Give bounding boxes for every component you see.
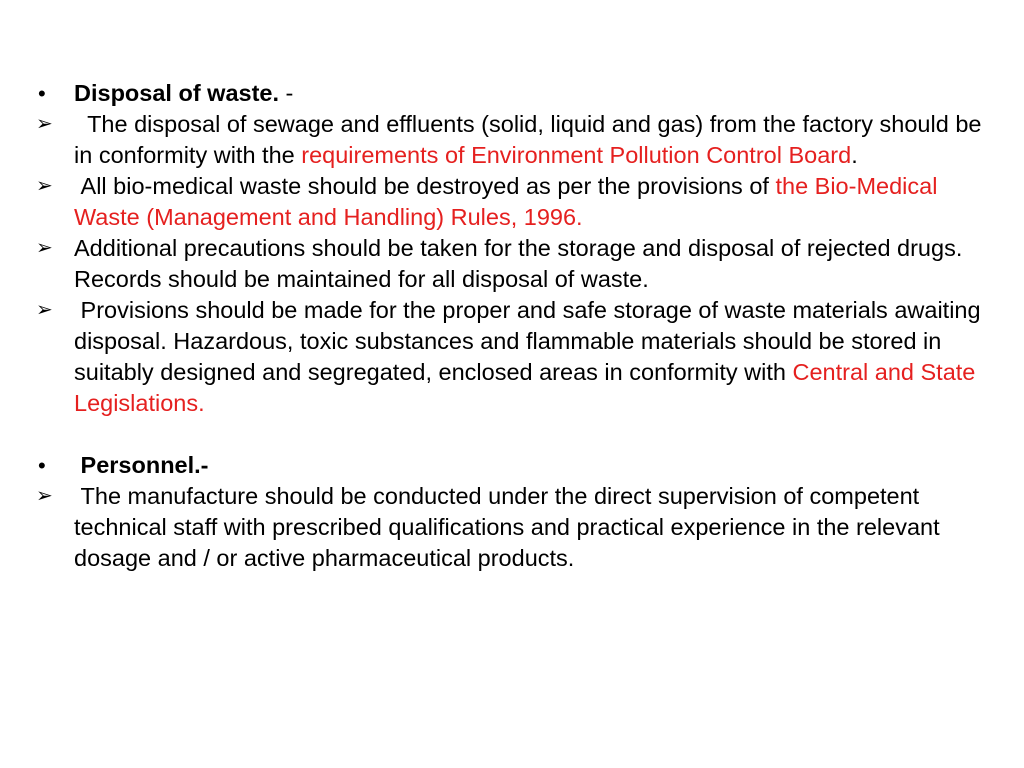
list-item — [36, 481, 986, 574]
item-text-end: . — [851, 142, 858, 168]
item-text: Additional precautions should be taken for the storage and disposal of rejected drugs. Records should be maintained for all disposal of waste. — [74, 235, 963, 292]
arrow-bullet-icon: ➢ — [36, 299, 53, 321]
heading-text: Disposal of waste. — [74, 80, 280, 106]
section-heading-disposal — [36, 78, 986, 109]
slide-content — [36, 78, 986, 574]
item-text: The manufacture should be conducted under the direct supervision of competent technical staff with prescribed qualifications and practical experience in the relevant dosage and / or active pharmaceutical products. — [74, 483, 947, 571]
arrow-bullet-icon: ➢ — [36, 237, 53, 259]
arrow-bullet-icon: ➢ — [36, 485, 53, 507]
arrow-bullet-icon: ➢ — [36, 175, 53, 197]
item-highlight: Central and State Legislations. — [74, 359, 976, 416]
section-heading-personnel — [36, 450, 986, 481]
item-text: The disposal of sewage and effluents (solid, liquid and gas) from the factory should be in conformity with the — [74, 111, 988, 168]
item-highlight: requirements of Environment Pollution Control Board — [301, 142, 852, 168]
list-item — [36, 233, 986, 295]
spacer — [36, 419, 986, 450]
heading-text: Personnel.- — [74, 452, 209, 478]
bullet-icon: • — [38, 81, 46, 106]
bullet-icon: • — [38, 453, 46, 478]
heading-suffix: - — [279, 80, 294, 106]
item-highlight: the Bio-Medical Waste (Management and Handling) Rules, 1996. — [74, 173, 938, 230]
list-item — [36, 295, 986, 419]
arrow-bullet-icon: ➢ — [36, 113, 53, 135]
list-item — [36, 171, 986, 233]
item-text: All bio-medical waste should be destroyed as per the provisions of — [74, 173, 776, 199]
item-text: Provisions should be made for the proper and safe storage of waste materials awaiting disposal. Hazardous, toxic substances and flammable materials should be stored in suitably designed and segregated, enclosed areas in conformity with — [74, 297, 988, 385]
list-item — [36, 109, 986, 171]
